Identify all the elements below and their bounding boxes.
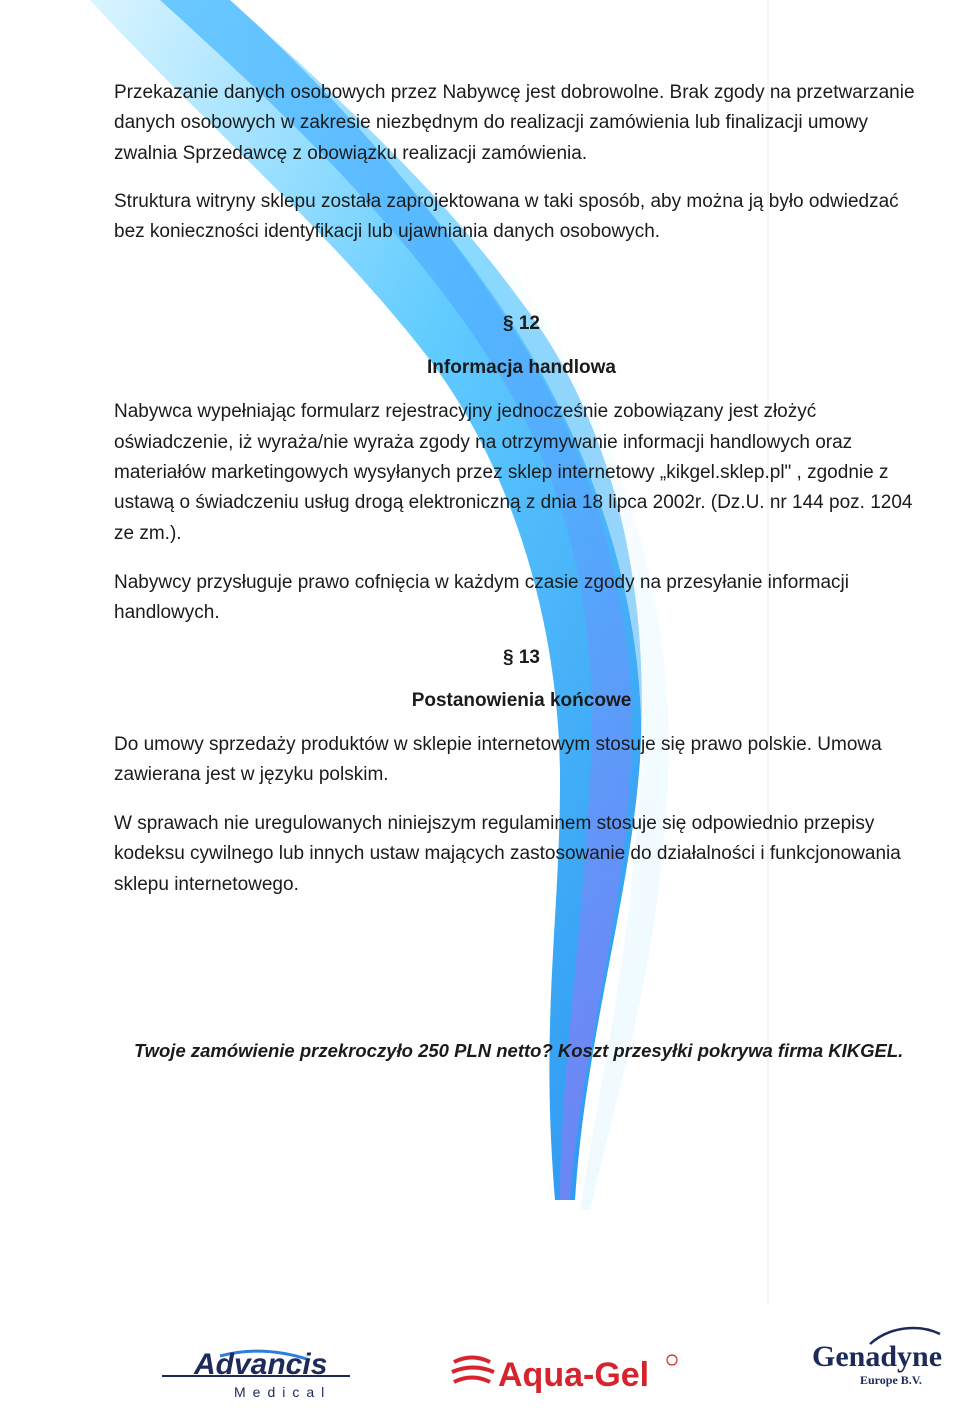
paragraph-data-voluntary: Przekazanie danych osobowych przez Nabywcę jest dobrowolne. Brak zgody na przetwarzanie danych osobowych w zakresie niezbędnym do realizacji zamówienia lub finalizacji umowy zwalnia Sprzedawcę z obowiązku realizacji zamówienia.: [114, 82, 915, 164]
genadyne-logo: [810, 1324, 955, 1396]
genadyne-subtitle: Europe B.V.: [860, 1373, 922, 1387]
shipping-promo-text: Twoje zamówienie przekroczyło 250 PLN netto? Koszt przesyłki pokrywa firma KIKGEL.: [134, 1040, 904, 1061]
advancis-medical-logo: [160, 1346, 355, 1402]
section-13-paragraph-2: W sprawach nie uregulowanych niniejszym regulaminem stosuje się odpowiednio przepisy kodeksu cywilnego lub innych ustaw mających zastosowanie do działalności i funkcjonowania sklepu internetowego.: [114, 813, 901, 895]
document-body: [114, 78, 929, 900]
section-13-number: § 13: [503, 646, 540, 668]
section-12-title: Informacja handlowa: [427, 357, 616, 379]
aquagel-wordmark: Aqua-Gel: [498, 1356, 650, 1394]
section-13-paragraph-1: Do umowy sprzedaży produktów w sklepie internetowym stosuje się prawo polskie. Umowa zawierana jest w języku polskim.: [114, 733, 882, 785]
genadyne-wordmark: Genadyne: [812, 1340, 943, 1373]
section-12-paragraph-2: Nabywcy przysługuje prawo cofnięcia w każdym czasie zgody na przesyłanie informacji handlowych.: [114, 571, 849, 624]
aquagel-logo: [450, 1350, 682, 1398]
section-12-number: § 12: [503, 313, 540, 335]
footer-logos: [0, 1310, 960, 1409]
section-13-title: Postanowienia końcowe: [411, 689, 632, 711]
advancis-wordmark: Advancis: [194, 1348, 328, 1381]
paragraph-site-structure: Struktura witryny sklepu została zaprojektowana w taki sposób, aby można ją było odwiedzać bez konieczności identyfikacji lub ujawniania danych osobowych.: [114, 190, 899, 243]
section-12-paragraph-1: Nabywca wypełniając formularz rejestracyjny jednocześnie zobowiązany jest złożyć oświadczenie, iż wyraża/nie wyraża zgody na otrzymywanie informacji handlowych oraz materiałów marketingowych wysyłanych przez sklep internetowy „kikgel.sklep.pl" , zgodnie z ustawą o świadczeniu usług drogą elektroniczną z dnia 18 lipca 2002r. (Dz.U. nr 144 poz. 1204 ze zm.).: [114, 401, 913, 544]
medical-wordmark: Medical: [234, 1384, 332, 1400]
